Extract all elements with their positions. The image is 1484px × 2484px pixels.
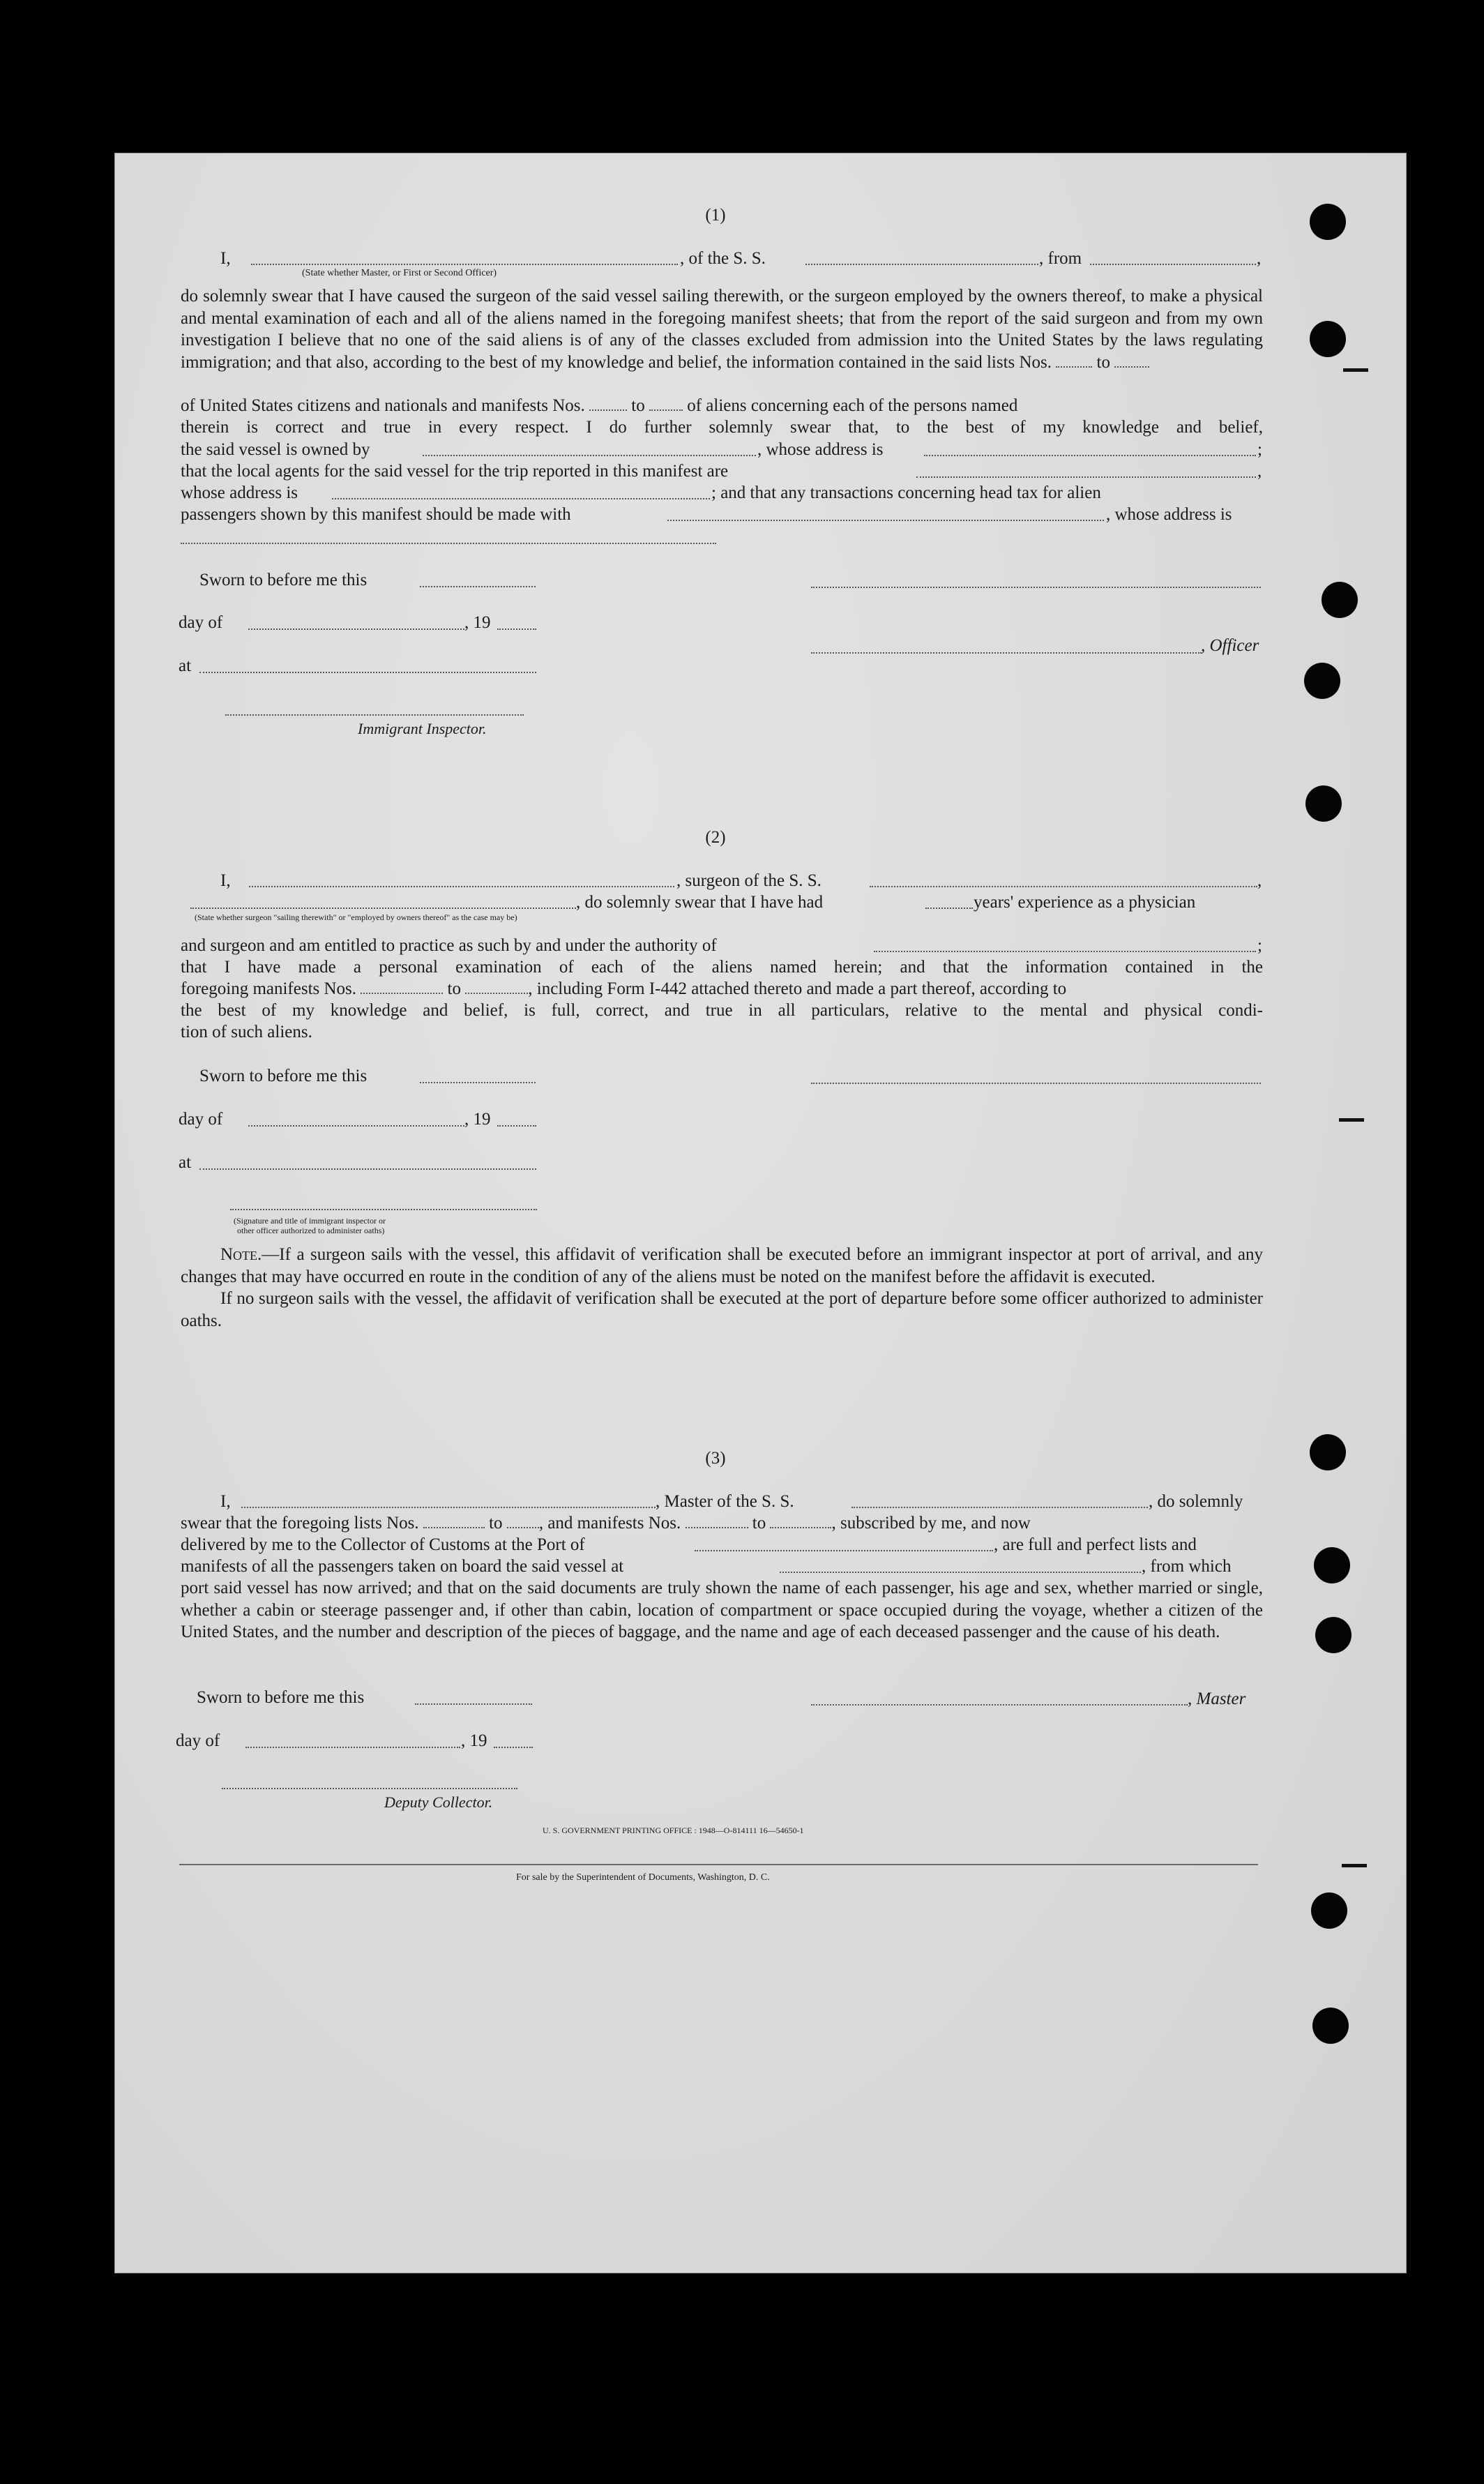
surgeon-name-field[interactable] <box>249 886 674 887</box>
label-inspector: Immigrant Inspector. <box>358 720 487 737</box>
place-field[interactable] <box>199 1168 536 1170</box>
year-field[interactable] <box>497 1125 536 1127</box>
sig-note-2: other officer authorized to administer oaths) <box>237 1226 385 1235</box>
punch-hole <box>1305 785 1342 822</box>
head-tax-address-field[interactable] <box>181 543 716 544</box>
month-field[interactable] <box>248 628 464 630</box>
lists-to-field[interactable] <box>1114 366 1149 368</box>
vessel-name-field[interactable] <box>851 1507 1148 1508</box>
line-best-knowledge: the best of my knowledge and belief, is full, correct, and true in all particulars, relative to the mental and physical condi- <box>181 1001 1263 1020</box>
agent-address-field[interactable] <box>332 498 710 499</box>
month-field[interactable] <box>248 1125 464 1127</box>
label-sworn: Sworn to before me this <box>199 571 368 589</box>
owner-address-field[interactable] <box>924 455 1256 456</box>
manifests-from-field[interactable] <box>589 409 627 411</box>
label-head-tax: ; and that any transactions concerning head tax for alien <box>711 483 1101 502</box>
sworn-day-field[interactable] <box>420 586 536 587</box>
manifests-to-field[interactable] <box>465 993 528 994</box>
vessel-name-field[interactable] <box>805 264 1038 265</box>
manifests-to-field[interactable] <box>649 409 683 411</box>
line-correct: therein is correct and true in every respect. I do further solemnly swear that, to the best of my knowledge and belief, <box>181 418 1263 437</box>
label-surgeon-of: , surgeon of the S. S. <box>676 871 821 890</box>
place-field[interactable] <box>199 672 536 673</box>
label-officer: , Officer <box>1201 636 1259 655</box>
edge-mark <box>1342 1864 1367 1867</box>
label-master: , Master <box>1188 1689 1246 1708</box>
label-authority: and surgeon and am entitled to practice as such by and under the authority of <box>181 936 717 955</box>
inspector-signature-line[interactable] <box>230 1209 537 1210</box>
label-deputy-collector: Deputy Collector. <box>384 1793 493 1811</box>
label-comma: , <box>1257 249 1262 268</box>
printing-office-line: U. S. GOVERNMENT PRINTING OFFICE : 1948—O-814111 16—54650-1 <box>543 1826 804 1835</box>
line-examination: that I have made a personal examination of each of the aliens named herein; and that the information contained in the <box>181 958 1263 977</box>
label-solemnly: , do solemnly <box>1149 1492 1243 1511</box>
label-comma: , <box>1257 871 1262 890</box>
surgeon-status-field[interactable] <box>190 908 576 909</box>
from-port-field[interactable] <box>1090 264 1256 265</box>
label-year: , 19 <box>464 613 491 632</box>
label-year: , 19 <box>464 1110 491 1129</box>
master-note: (State whether Master, or First or Second Officer) <box>302 268 497 278</box>
section-number: (3) <box>705 1449 726 1468</box>
punch-hole <box>1310 321 1346 357</box>
surgeon-signature-line[interactable] <box>811 1083 1261 1084</box>
label-i: I, <box>220 1492 231 1511</box>
label-of-ss: , of the S. S. <box>680 249 766 268</box>
label-whose-address: , whose address is <box>1106 505 1232 524</box>
punch-hole <box>1315 1617 1352 1653</box>
embark-port-field[interactable] <box>780 1572 1141 1573</box>
label-day-of: day of <box>179 1110 223 1129</box>
master-signature-line[interactable] <box>811 1704 1188 1706</box>
collector-signature-line[interactable] <box>222 1788 517 1789</box>
lists-from-field[interactable] <box>1056 366 1092 368</box>
years-field[interactable] <box>925 908 973 909</box>
label-swear: , do solemnly swear that I have had <box>576 893 824 912</box>
year-field[interactable] <box>497 628 536 630</box>
year-field[interactable] <box>494 1747 533 1748</box>
label-day-of: day of <box>179 613 223 632</box>
month-field[interactable] <box>245 1747 460 1748</box>
manifests-from-field[interactable] <box>361 993 443 994</box>
label-day-of: day of <box>176 1731 220 1750</box>
label-from-which: , from which <box>1142 1557 1232 1576</box>
master-name-field[interactable] <box>241 1507 656 1508</box>
label-collector-port: delivered by me to the Collector of Customs at the Port of <box>181 1535 585 1554</box>
edge-mark <box>1343 368 1368 372</box>
label-full-perfect: , are full and perfect lists and <box>994 1535 1197 1554</box>
label-year: , 19 <box>461 1731 487 1750</box>
lists-to-field[interactable] <box>507 1527 539 1528</box>
line-foregoing: foregoing manifests Nos. to , including Form I-442 attached thereto and made a part thereof, according to <box>181 979 1067 998</box>
label-semicolon: ; <box>1257 440 1262 459</box>
manifests-from-field[interactable] <box>686 1527 748 1528</box>
label-taken-on-board: manifests of all the passengers taken on board the said vessel at <box>181 1557 624 1576</box>
punch-hole <box>1304 663 1340 699</box>
note-label: Note. <box>220 1245 262 1264</box>
label-passengers: passengers shown by this manifest should be made with <box>181 505 571 524</box>
label-sworn: Sworn to before me this <box>199 1067 368 1085</box>
authority-field[interactable] <box>874 951 1256 952</box>
sig-note-1: (Signature and title of immigrant inspector or <box>234 1216 386 1226</box>
section-3-body: port said vessel has now arrived; and that on the said documents are truly shown the name of each passenger, his age and sex, whether married or single, whether a cabin or steerage passenger and, if other than cabin, location of compartment or space occupied during the voyage, whether a citizen of the United States, and the number and description of the pieces of baggage, and the name and age of each deceased passenger and the cause of his death. <box>181 1579 1263 1641</box>
label-agents: that the local agents for the said vessel for the trip reported in this manifest are <box>181 462 729 481</box>
label-i: I, <box>220 249 231 268</box>
master-name-field[interactable] <box>251 264 678 265</box>
label-at: at <box>179 656 192 675</box>
label-comma: , <box>1257 462 1262 481</box>
label-sworn: Sworn to before me this <box>197 1688 365 1707</box>
manifests-to-field[interactable] <box>770 1527 831 1528</box>
label-at: at <box>179 1153 192 1172</box>
label-owner-address: , whose address is <box>757 440 884 459</box>
agents-field[interactable] <box>916 476 1256 478</box>
section-number: (1) <box>705 206 726 225</box>
edge-mark <box>1339 1118 1364 1122</box>
section-1-body: do solemnly swear that I have caused the surgeon of the said vessel sailing therewith, or the surgeon employed by the owners thereof, to make a physical and mental examination of each and all of the aliens named in the foregoing manifest sheets; that from the report of the said surgeon and from my own investigation I believe that no one of the said aliens is of any of the classes excluded from admission into the United States by the laws regulating immigration; and that also, according to the best of my knowledge and belief, the information contained in the said lists Nos. to <box>181 287 1263 372</box>
head-tax-party-field[interactable] <box>667 520 1104 521</box>
owner-field[interactable] <box>423 455 756 456</box>
punch-hole <box>1322 582 1358 618</box>
punch-hole <box>1310 204 1346 240</box>
label-from: , from <box>1039 249 1082 268</box>
line-manifests: of United States citizens and nationals and manifests Nos. to of aliens concerning each of the persons named <box>181 396 1018 415</box>
officer-title-field[interactable] <box>811 652 1202 654</box>
inspector-signature-line[interactable] <box>225 714 524 716</box>
line-foregoing-lists: swear that the foregoing lists Nos. to , and manifests Nos. to , subscribed by me, and now <box>181 1514 1031 1533</box>
label-master-of: , Master of the S. S. <box>656 1492 794 1511</box>
punch-hole <box>1310 1434 1346 1470</box>
sworn-day-field[interactable] <box>420 1082 536 1083</box>
vessel-name-field[interactable] <box>870 886 1257 887</box>
punch-hole <box>1314 1547 1350 1583</box>
line-tion: tion of such aliens. <box>181 1023 312 1041</box>
label-agent-address: whose address is <box>181 483 298 502</box>
label-i: I, <box>220 871 231 890</box>
footer-rule <box>179 1864 1258 1865</box>
officer-signature-line[interactable] <box>811 587 1261 588</box>
lists-from-field[interactable] <box>423 1527 485 1528</box>
label-semicolon: ; <box>1257 936 1262 955</box>
section-number: (2) <box>705 828 726 847</box>
label-owned-by: the said vessel is owned by <box>181 440 370 459</box>
note-block: Note.—If a surgeon sails with the vessel, this affidavit of verification shall be executed before an immigrant inspector at port of arrival, and any changes that may have occurred en route in the condition of any of the aliens must be noted on the manifest before the affidavit is executed. If no surgeon sails with the vessel, the affidavit of verification shall be executed at the port of departure before some officer authorized to administer oaths. <box>181 1245 1263 1330</box>
for-sale-line: For sale by the Superintendent of Documents, Washington, D. C. <box>516 1872 770 1883</box>
sworn-day-field[interactable] <box>415 1703 532 1705</box>
punch-hole <box>1312 2008 1349 2044</box>
punch-hole <box>1311 1892 1347 1929</box>
label-years: years' experience as a physician <box>974 893 1196 912</box>
port-field[interactable] <box>695 1550 993 1551</box>
surgeon-note: (State whether surgeon "sailing therewith" or "employed by owners thereof" as the case may be) <box>195 912 517 922</box>
